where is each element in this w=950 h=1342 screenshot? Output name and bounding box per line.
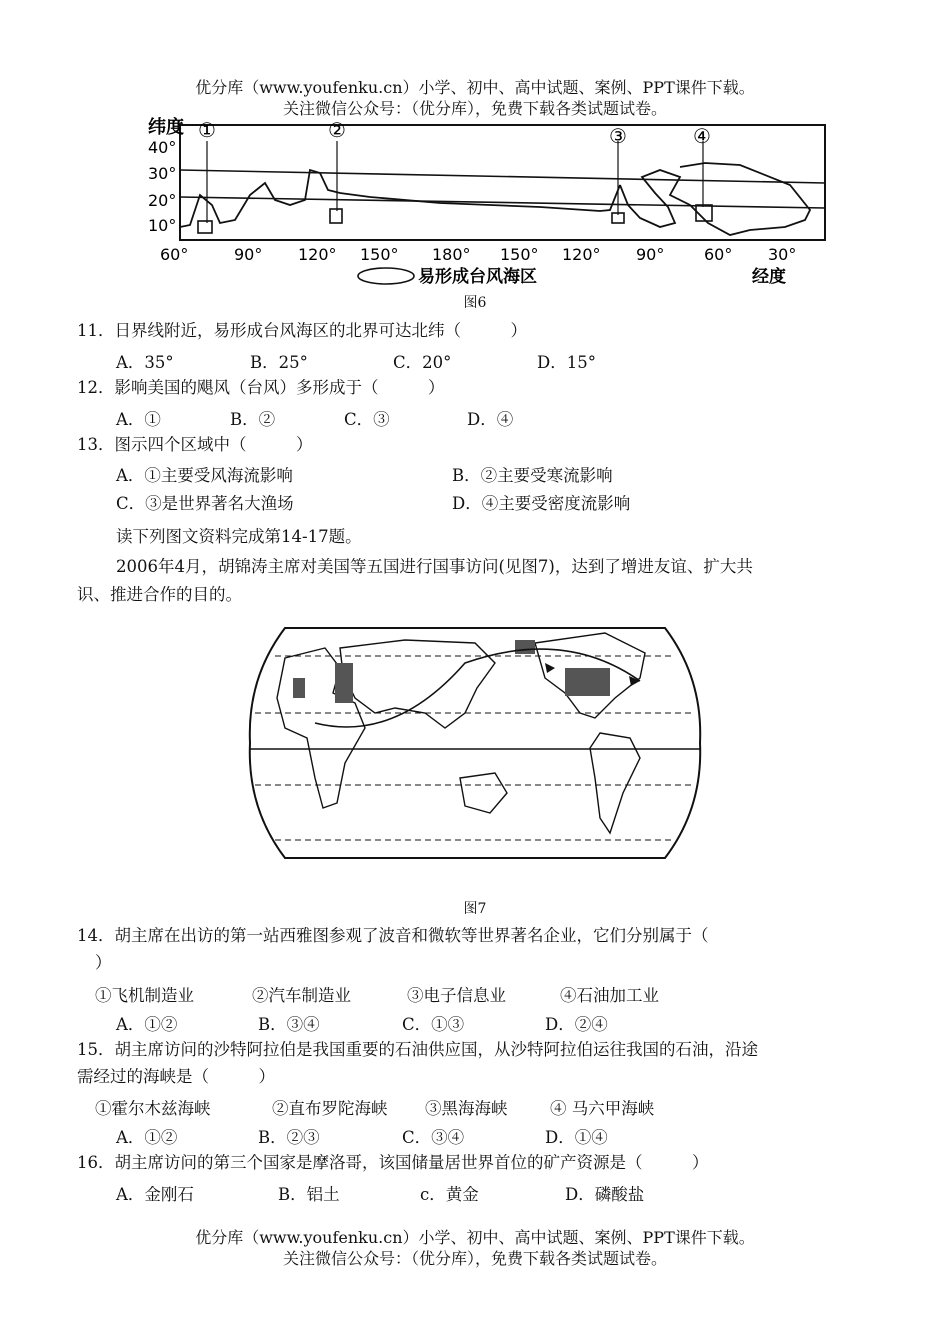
figure-6-caption: 图6 xyxy=(463,295,487,311)
q15-option-a: A．①② xyxy=(116,1128,178,1147)
q13-option-c: C．③是世界著名大渔场 xyxy=(116,494,294,513)
header-line-1: 优分库（www.youfenku.cn）小学、初中、高中试题、案例、PPT课件下载。 xyxy=(195,78,755,97)
question-14-stem-2: ） xyxy=(95,953,112,972)
q14-option-b: B．③④ xyxy=(258,1015,320,1034)
q14-choice-2: ②汽车制造业 xyxy=(252,986,351,1005)
intro-line-2: 2006年4月，胡锦涛主席对美国等五国进行国事访问(见图7)，达到了增进友谊、扩大共 xyxy=(116,557,753,576)
lat-tick-40: 40° xyxy=(148,138,177,157)
lon-tick-180: 180° xyxy=(432,245,471,264)
q12-option-a: A．① xyxy=(116,410,161,429)
lat-tick-30: 30° xyxy=(148,164,177,183)
intro-line-1: 读下列图文资料完成第14-17题。 xyxy=(116,527,362,546)
lon-tick-60w: 60° xyxy=(160,245,189,264)
lon-tick-90: 90° xyxy=(234,245,263,264)
q13-option-b: B．②主要受寒流影响 xyxy=(452,466,613,485)
q15-option-d: D．①④ xyxy=(545,1128,608,1147)
continent-australia xyxy=(460,773,507,813)
q14-option-d: D．②④ xyxy=(545,1015,608,1034)
typhoon-area-1 xyxy=(198,221,212,233)
question-13-stem: 13．图示四个区域中（ ） xyxy=(77,435,313,454)
figure-7-world-map xyxy=(245,618,705,868)
q12-option-b: B．② xyxy=(230,410,276,429)
q11-option-a: A．35° xyxy=(116,353,174,372)
lat-tick-10: 10° xyxy=(148,216,177,235)
marker-4: ④ xyxy=(693,124,711,148)
q15-option-c: C．③④ xyxy=(402,1128,465,1147)
continent-asia xyxy=(340,640,495,728)
lon-tick-60b: 60° xyxy=(704,245,733,264)
q13-option-d: D．④主要受密度流影响 xyxy=(452,494,631,513)
q11-option-d: D．15° xyxy=(537,353,596,372)
question-14-stem-1: 14．胡主席在出访的第一站西雅图参观了波音和微软等世界著名企业，它们分别属于（ xyxy=(77,926,709,945)
q13-option-a: A．①主要受风海流影响 xyxy=(116,466,293,485)
figure-6-xlabel: 经度 xyxy=(752,267,786,287)
q11-option-b: B．25° xyxy=(250,353,308,372)
lon-tick-150: 150° xyxy=(360,245,399,264)
question-16-stem: 16．胡主席访问的第三个国家是摩洛哥，该国储量居世界首位的矿产资源是（ ） xyxy=(77,1153,709,1172)
q15-choice-2: ②直布罗陀海峡 xyxy=(272,1099,388,1118)
intro-line-3: 识、推进合作的目的。 xyxy=(77,585,242,604)
lon-tick-120: 120° xyxy=(298,245,337,264)
lon-tick-90b: 90° xyxy=(636,245,665,264)
question-15-stem-1: 15．胡主席访问的沙特阿拉伯是我国重要的石油供应国，从沙特阿拉伯运往我国的石油，沿途 xyxy=(77,1040,758,1059)
q14-option-c: C．①③ xyxy=(402,1015,465,1034)
figure-6-frame xyxy=(180,125,825,240)
footer-line-1: 优分库（www.youfenku.cn）小学、初中、高中试题、案例、PPT课件下载。 xyxy=(195,1228,755,1247)
q14-choice-1: ①飞机制造业 xyxy=(95,986,194,1005)
marker-1: ① xyxy=(198,118,216,142)
q15-option-b: B．②③ xyxy=(258,1128,320,1147)
q16-option-a: A．金刚石 xyxy=(116,1185,194,1204)
q16-option-c: c．黄金 xyxy=(420,1185,479,1204)
q15-choice-3: ③黑海海峡 xyxy=(425,1099,508,1118)
lat-tick-20: 20° xyxy=(148,191,177,210)
figure-6-typhoon-map xyxy=(140,115,830,290)
q12-option-d: D．④ xyxy=(467,410,514,429)
figure-7-caption: 图7 xyxy=(463,901,487,917)
figure-6-ylabel: 纬度 xyxy=(148,117,184,138)
question-12-stem: 12．影响美国的飓风（台风）多形成于（ ） xyxy=(77,378,445,397)
q16-option-b: B．铝土 xyxy=(278,1185,340,1204)
header-line-2: 关注微信公众号：（优分库），免费下载各类试题试卷。 xyxy=(282,99,667,118)
legend-symbol xyxy=(358,268,414,284)
lon-tick-30: 30° xyxy=(768,245,797,264)
q16-option-d: D．磷酸盐 xyxy=(565,1185,645,1204)
marker-2: ② xyxy=(328,118,346,142)
q14-option-a: A．①② xyxy=(116,1015,178,1034)
marker-3: ③ xyxy=(609,124,627,148)
q14-choice-3: ③电子信息业 xyxy=(407,986,506,1005)
q12-option-c: C．③ xyxy=(344,410,390,429)
q14-choice-4: ④石油加工业 xyxy=(560,986,659,1005)
continent-south-america xyxy=(590,733,640,833)
q11-option-c: C．20° xyxy=(393,353,452,372)
question-15-stem-2: 需经过的海峡是（ ） xyxy=(77,1067,275,1086)
question-11-stem: 11．日界线附近，易形成台风海区的北界可达北纬（ ） xyxy=(77,321,527,340)
typhoon-area-2 xyxy=(330,209,342,223)
coastline-east xyxy=(620,163,810,235)
lon-tick-150b: 150° xyxy=(500,245,539,264)
q15-choice-1: ①霍尔木兹海峡 xyxy=(95,1099,211,1118)
q15-choice-4: ④ 马六甲海峡 xyxy=(550,1099,655,1118)
lon-tick-120b: 120° xyxy=(562,245,601,264)
footer-line-2: 关注微信公众号：（优分库），免费下载各类试题试卷。 xyxy=(282,1249,667,1268)
legend-label: 易形成台风海区 xyxy=(418,267,537,287)
